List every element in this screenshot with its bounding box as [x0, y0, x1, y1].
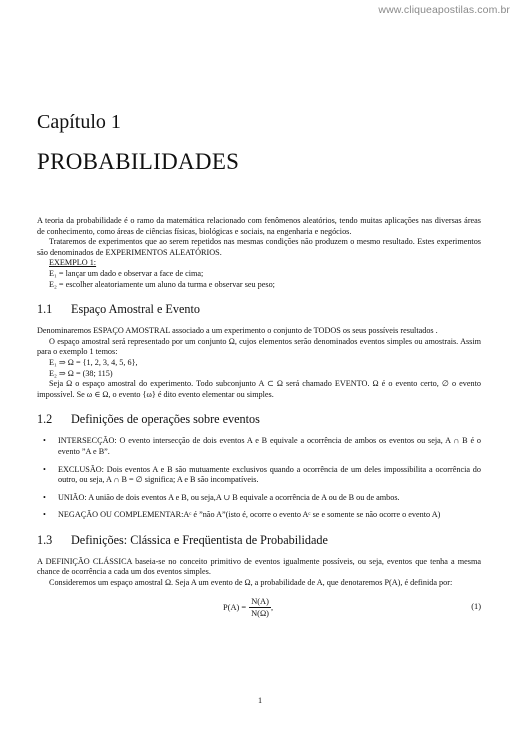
fraction-numerator: N(A)	[251, 597, 269, 607]
section-1-1-heading	[37, 302, 481, 317]
list-item-text: INTERSECÇÃO: O evento intersecção de dois eventos A e B equivale a ocorrência de ambos os eventos ou seja, A ∩ B é o evento ”A e B”.	[58, 436, 481, 456]
section-title: Definições: Clássica e Freqüentista de Probabilidade	[71, 532, 328, 547]
equation-number: (1)	[471, 601, 481, 611]
s1-paragraph-2: O espaço amostral será representado por um conjunto Ω, cujos elementos serão denominados eventos simples ou amostrais. Assim para o exemplo 1 temos:	[37, 336, 481, 357]
section-1-3-heading	[37, 533, 481, 548]
equation-lhs: P(A) =	[223, 603, 247, 613]
chapter-label: Capítulo 1	[37, 111, 121, 133]
list-item	[37, 436, 481, 457]
bullet-icon: •	[43, 436, 46, 446]
page-content	[37, 110, 481, 621]
equation-body	[223, 595, 273, 621]
list-item	[37, 465, 481, 486]
definitions-list	[37, 436, 481, 521]
s1-paragraph-3: Seja Ω o espaço amostral do experimento. Todo subconjunto A ⊂ Ω será chamado EVENTO. Ω é o evento certo, ∅ o evento impossível. Se ω ∈ Ω, o evento {ω} é dito evento elementar ou simples.	[37, 379, 481, 399]
s3-paragraph-1: A DEFINIÇÃO CLÁSSICA baseia-se no conceito primitivo de eventos igualmente possíveis, ou seja, eventos que tenha a mesma chance de ocorrência a cada um dos eventos simples.	[37, 556, 481, 577]
section-number: 1.1	[37, 302, 53, 317]
example-e1: E₁ = lançar um dado e observar a face de cima;	[49, 268, 204, 278]
example-label: EXEMPLO 1:	[49, 258, 97, 268]
section-title: Espaço Amostral e Evento	[71, 302, 200, 317]
s1-e2-line: E₂ ⇒ Ω = (38; 115)	[49, 368, 113, 378]
chapter-title: PROBABILIDADES	[37, 149, 240, 174]
s1-paragraph-1: Denominaremos ESPAÇO AMOSTRAL associado a um experimento o conjunto de TODOS os seus possíveis resultados .	[37, 326, 438, 336]
list-item	[37, 510, 481, 521]
list-item	[37, 493, 481, 504]
intro-paragraph-2: Trataremos de experimentos que ao serem repetidos nas mesmas condições não produzem o mesmo resultado. Estes experimentos são denominados de EXPERIMENTOS ALEATÓRIOS.	[37, 237, 481, 257]
bullet-icon: •	[43, 464, 46, 474]
page-number: 1	[257, 696, 263, 705]
equation-fraction	[249, 596, 274, 619]
watermark: www.cliqueapostilas.com.br	[378, 4, 510, 16]
bullet-icon: •	[43, 510, 46, 520]
list-item-text: EXCLUSÃO: Dois eventos A e B são mutuamente exclusivos quando a ocorrência de um deles impossibilita a ocorrência do outro, ou seja, A ∩ B = ∅ significa; A e B são incompatíveis.	[58, 464, 481, 485]
list-item-text: NEGAÇÃO OU COMPLEMENTAR:Aᶜ é ”não A”(isto é, ocorre o evento Aᶜ se e somente se não ocorre o evento A)	[58, 510, 441, 520]
section-title: Definições de operações sobre eventos	[71, 412, 260, 427]
fraction-denominator: N(Ω)	[251, 609, 269, 619]
equation-1	[37, 595, 481, 621]
list-item-text: UNIÃO: A união de dois eventos A e B, ou seja,A ∪ B equivale a ocorrência de A ou de B ou de ambos.	[58, 492, 400, 502]
s3-paragraph-2: Consideremos um espaço amostral Ω. Seja A um evento de Ω, a probabilidade de A, que denotaremos P(A), é definida por:	[49, 578, 453, 588]
bullet-icon: •	[43, 492, 46, 502]
section-1-2-heading	[37, 412, 481, 427]
equation-comma: ,	[270, 603, 274, 613]
s1-e1-line: E₁ ⇒ Ω = {1, 2, 3, 4, 5, 6},	[49, 357, 138, 367]
intro-paragraph-1: A teoria da probabilidade é o ramo da matemática relacionado com fenômenos aleatórios, tendo muitas aplicações nas diversas áreas de conhecimento, como áreas de ciências físicas, biológicas e sociais, na engenharia e negócios.	[37, 216, 481, 236]
section-number: 1.3	[37, 532, 53, 547]
section-number: 1.2	[37, 412, 53, 427]
example-e2: E₂ = escolher aleatoriamente um aluno da turma e observar seu peso;	[49, 279, 275, 289]
